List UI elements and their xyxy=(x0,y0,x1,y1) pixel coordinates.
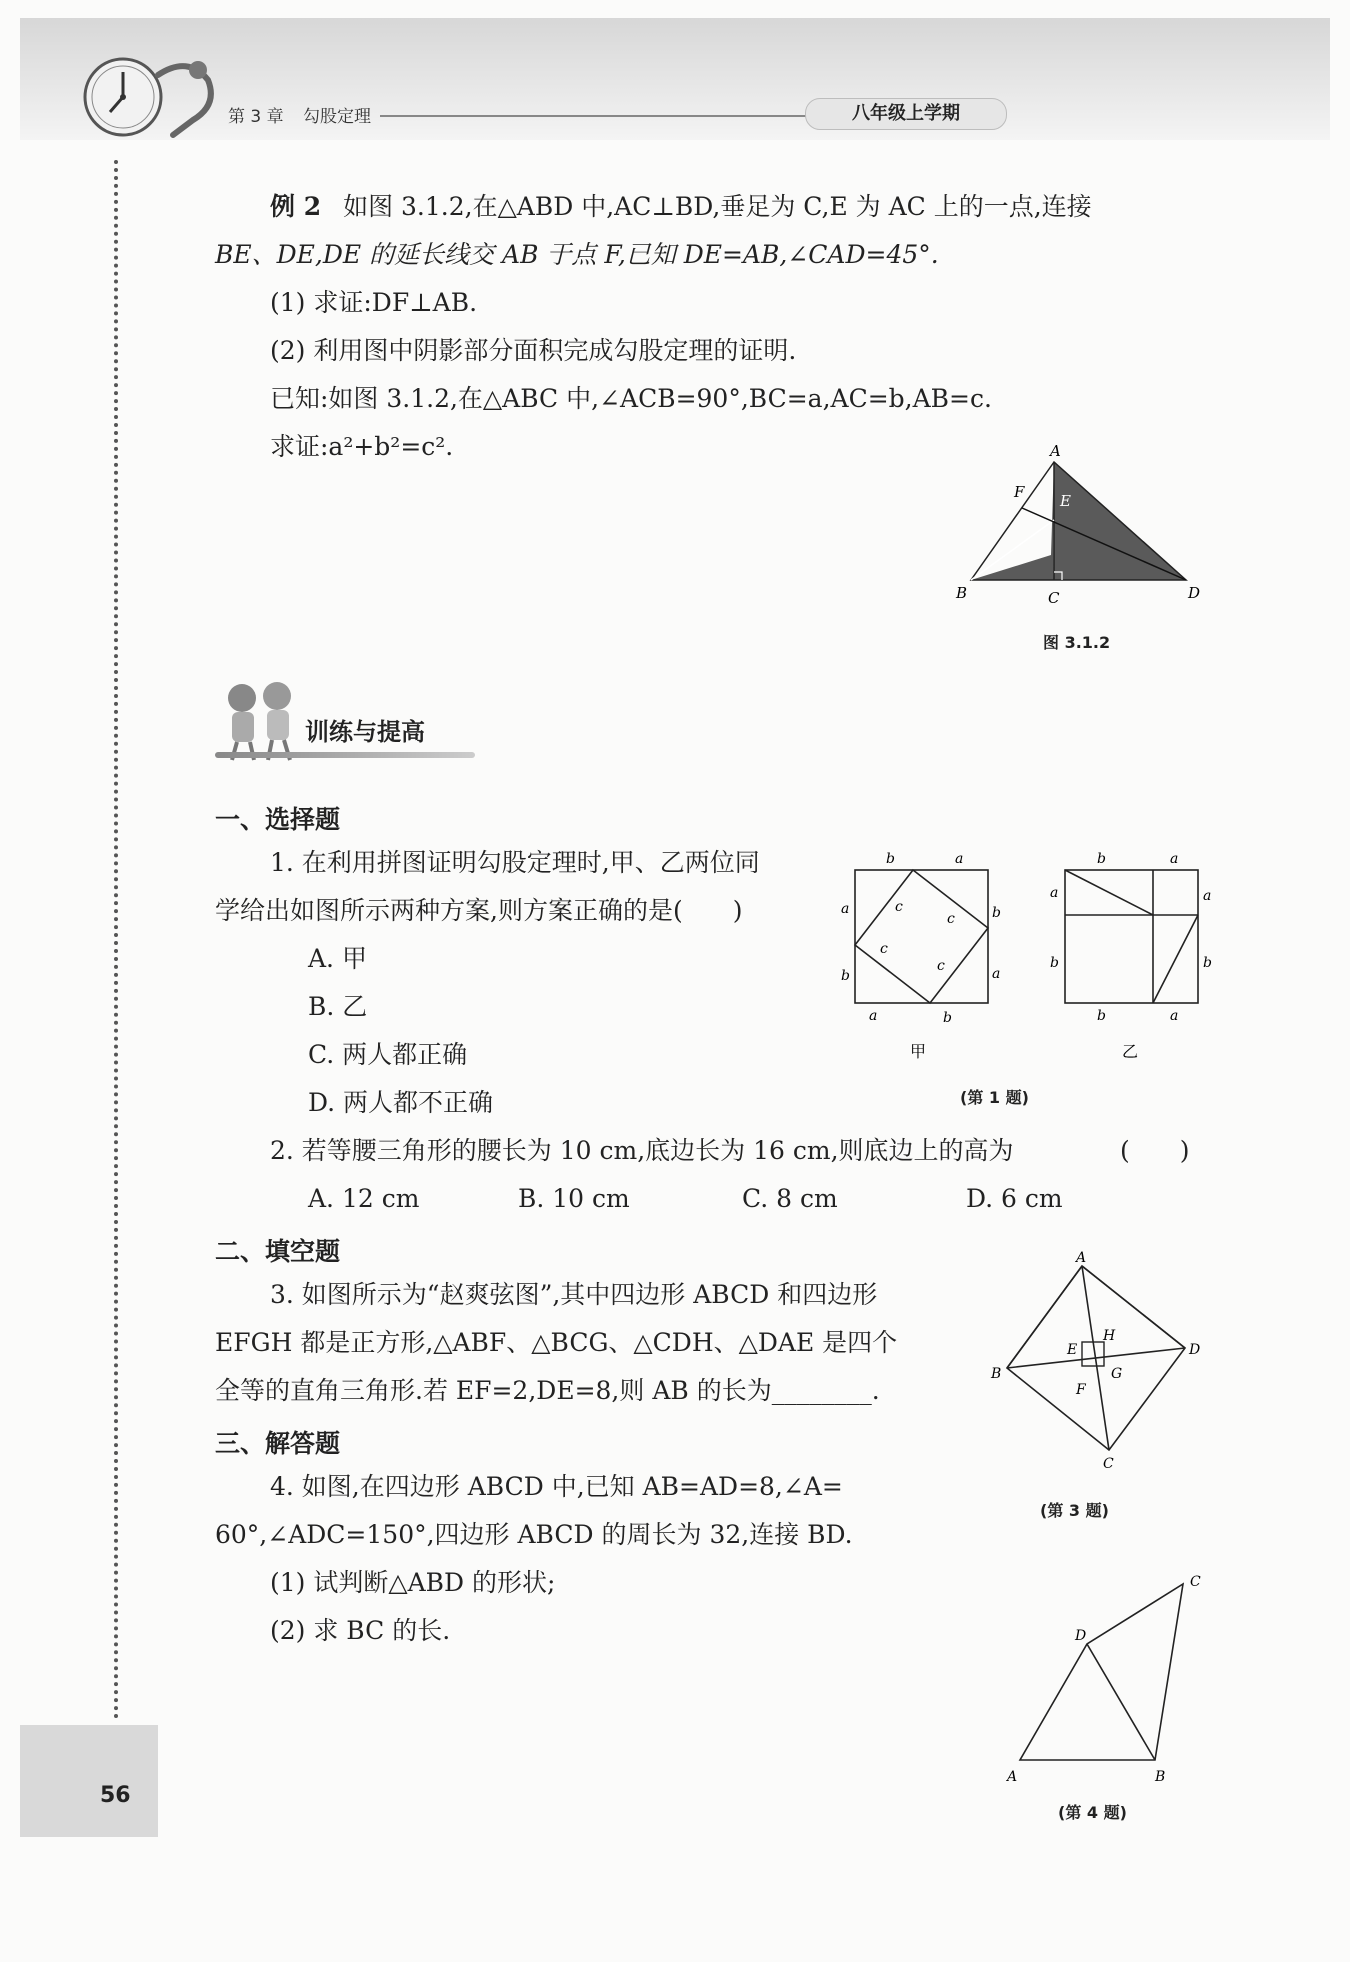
q4-label-c: C xyxy=(1190,1574,1201,1590)
q2-option-b: B. 10 cm xyxy=(518,1184,630,1213)
q3-label-f: F xyxy=(1076,1382,1086,1398)
figure-q1 xyxy=(825,845,1225,1070)
q1-figure-caption: (第 1 题) xyxy=(960,1088,1029,1107)
figure-jia xyxy=(841,851,1001,1061)
label-f: F xyxy=(1014,483,1025,501)
yi-top-b: b xyxy=(1097,851,1106,867)
q3-line1: 3. 如图所示为“赵爽弦图”,其中四边形 ABCD 和四边形 xyxy=(270,1280,878,1309)
header-rule xyxy=(380,115,810,117)
q2-option-a: A. 12 cm xyxy=(308,1184,420,1213)
q3-label-e: E xyxy=(1067,1342,1078,1358)
banner-underline xyxy=(215,752,475,758)
banner-title: 训练与提高 xyxy=(305,718,425,746)
yi-left-b: b xyxy=(1050,955,1059,971)
jia-c-1: c xyxy=(895,899,903,915)
example2-question1: (1) 求证:DF⊥AB. xyxy=(270,288,478,317)
q3-label-h: H xyxy=(1103,1328,1116,1344)
q1-line2: 学给出如图所示两种方案,则方案正确的是( ) xyxy=(215,896,743,925)
section1-title: 一、选择题 xyxy=(215,805,341,834)
chapter-number: 第 3 章 xyxy=(228,107,284,127)
q4-label-b: B xyxy=(1155,1769,1166,1785)
figure-q4 xyxy=(995,1570,1225,1790)
example2-prove: 求证:a²+b²=c². xyxy=(270,432,454,461)
example2-line2: BE、DE,DE 的延长线交 AB 于点 F,已知 DE=AB,∠CAD=45°. xyxy=(215,240,939,269)
jia-c-4: c xyxy=(937,958,945,974)
q1-option-c: C. 两人都正确 xyxy=(308,1040,468,1069)
example2-question2: (2) 利用图中阴影部分面积完成勾股定理的证明. xyxy=(270,336,797,365)
q1-option-a: A. 甲 xyxy=(308,944,367,973)
figure-3-1-2-caption: 图 3.1.2 xyxy=(1043,633,1111,652)
jia-right-b: b xyxy=(992,905,1001,921)
figure-3-1-2 xyxy=(950,440,1210,620)
jia-bottom-b: b xyxy=(943,1010,952,1026)
grade-badge: 八年级上学期 xyxy=(805,98,1007,130)
q3-label-d: D xyxy=(1189,1342,1201,1358)
q3-figure-caption: (第 3 题) xyxy=(1040,1501,1109,1520)
q3-label-c: C xyxy=(1103,1456,1114,1472)
section3-title: 三、解答题 xyxy=(215,1429,341,1458)
q1-option-b: B. 乙 xyxy=(308,992,368,1021)
q3-line3: 全等的直角三角形.若 EF=2,DE=8,则 AB 的长为________. xyxy=(215,1376,880,1405)
q4-part2: (2) 求 BC 的长. xyxy=(270,1616,451,1645)
yi-right-b: b xyxy=(1203,955,1212,971)
dotted-margin-line xyxy=(114,160,118,1720)
section2-title: 二、填空题 xyxy=(215,1237,341,1266)
label-c: C xyxy=(1048,589,1060,607)
label-d: D xyxy=(1188,584,1201,602)
q3-label-b: B xyxy=(991,1366,1002,1382)
q3-line2: EFGH 都是正方形,△ABF、△BCG、△CDH、△DAE 是四个 xyxy=(215,1328,898,1357)
q3-label-g: G xyxy=(1111,1366,1123,1382)
yi-top-a: a xyxy=(1170,851,1179,867)
jia-top-b: b xyxy=(886,851,895,867)
yi-bottom-a: a xyxy=(1170,1008,1179,1024)
jia-left-b: b xyxy=(841,968,850,984)
q2-text: 2. 若等腰三角形的腰长为 10 cm,底边长为 16 cm,则底边上的高为 xyxy=(270,1136,1014,1165)
q2-answer-paren: ( ) xyxy=(1120,1136,1190,1165)
yi-bottom-b: b xyxy=(1097,1008,1106,1024)
chapter-title: 勾股定理 xyxy=(303,107,372,127)
yi-left-a: a xyxy=(1050,885,1059,901)
jia-bottom-a: a xyxy=(869,1008,878,1024)
jia-c-3: c xyxy=(880,941,888,957)
q4-figure-caption: (第 4 题) xyxy=(1058,1803,1127,1822)
q4-line1: 4. 如图,在四边形 ABCD 中,已知 AB=AD=8,∠A= xyxy=(270,1472,843,1501)
q1-line1: 1. 在利用拼图证明勾股定理时,甲、乙两位同 xyxy=(270,848,760,877)
yi-right-a: a xyxy=(1203,888,1212,904)
page-number: 56 xyxy=(100,1783,131,1808)
clock-runner-icon xyxy=(78,50,228,145)
jia-label: 甲 xyxy=(910,1042,927,1061)
q2-option-c: C. 8 cm xyxy=(742,1184,838,1213)
q3-label-a: A xyxy=(1076,1250,1087,1266)
q4-line2: 60°,∠ADC=150°,四边形 ABCD 的周长为 32,连接 BD. xyxy=(215,1520,853,1549)
q4-label-d: D xyxy=(1075,1628,1087,1644)
label-b: B xyxy=(956,584,968,602)
q1-option-d: D. 两人都不正确 xyxy=(308,1088,494,1117)
page-number-box xyxy=(20,1725,158,1837)
jia-c-2: c xyxy=(947,911,955,927)
jia-top-a: a xyxy=(955,851,964,867)
example2-label: 例 2 xyxy=(270,192,322,221)
example2-text1: 如图 3.1.2,在△ABD 中,AC⊥BD,垂足为 C,E 为 AC 上的一点,连接 xyxy=(343,192,1092,221)
q2-option-d: D. 6 cm xyxy=(966,1184,1063,1213)
label-a: A xyxy=(1050,442,1061,460)
q4-part1: (1) 试判断△ABD 的形状; xyxy=(270,1568,556,1597)
jia-right-a: a xyxy=(992,966,1001,982)
yi-label: 乙 xyxy=(1122,1042,1139,1061)
example2-given: 已知:如图 3.1.2,在△ABC 中,∠ACB=90°,BC=a,AC=b,AB=c. xyxy=(270,384,992,413)
label-e: E xyxy=(1060,492,1071,510)
figure-q3 xyxy=(985,1250,1215,1480)
example2-line1 xyxy=(270,192,1092,222)
q4-label-a: A xyxy=(1007,1769,1018,1785)
jia-left-a: a xyxy=(841,901,850,917)
figure-yi xyxy=(1050,851,1212,1061)
